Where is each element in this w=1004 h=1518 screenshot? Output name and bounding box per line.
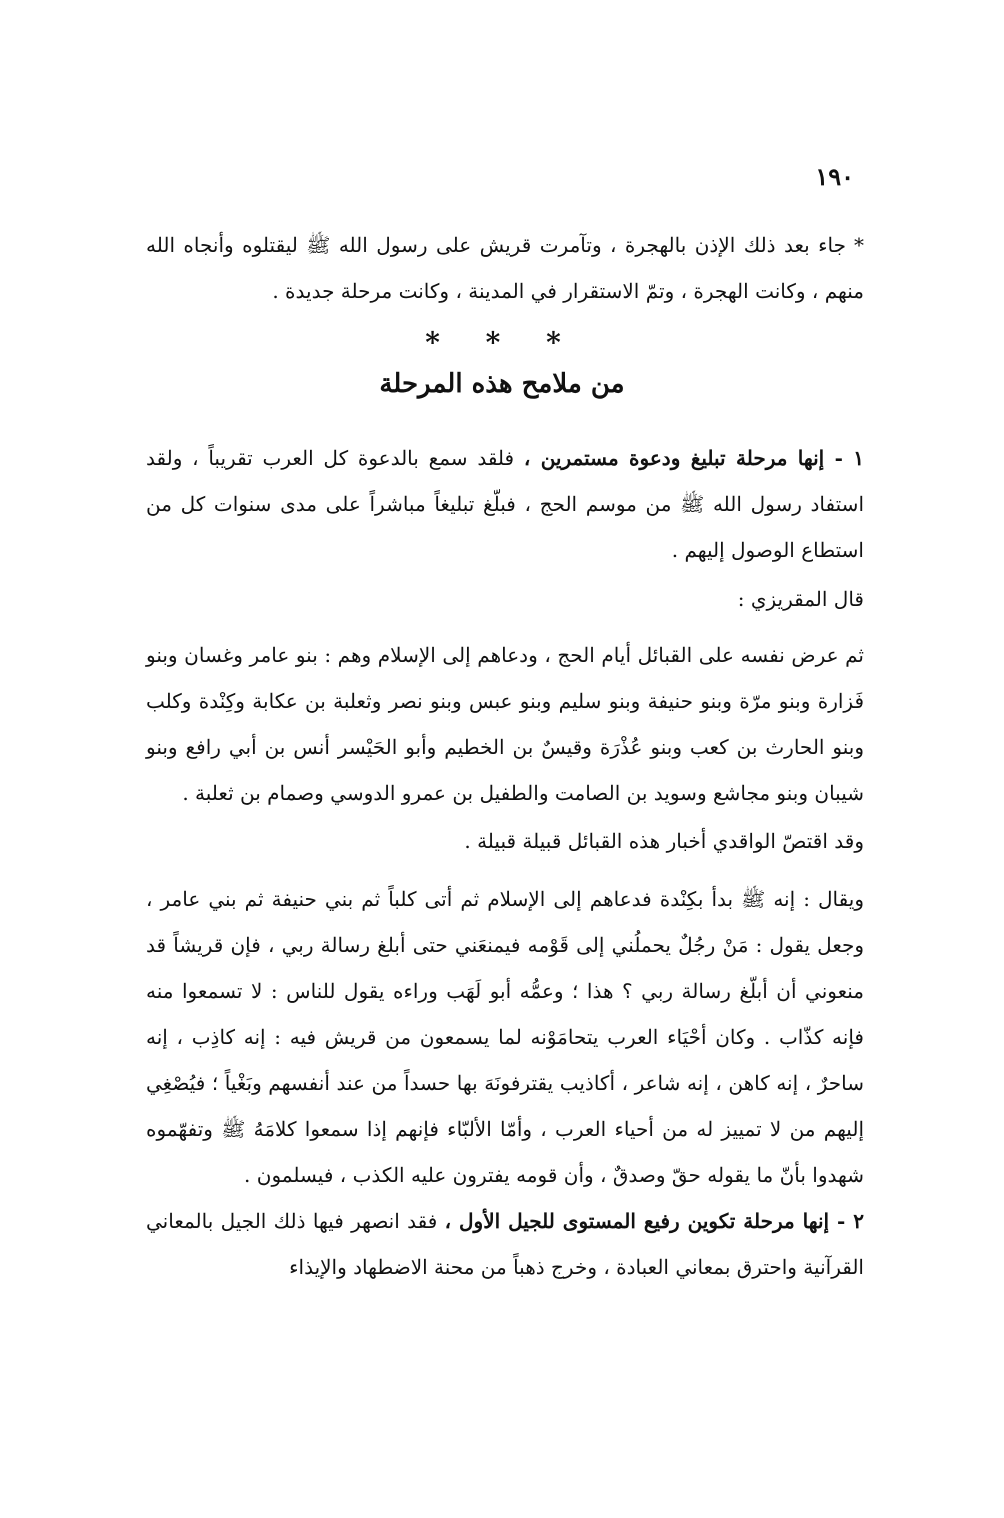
section-separator: * * * — [425, 326, 579, 359]
point-1-lead: ١ - إنها مرحلة تبليغ ودعوة مستمرين ، — [523, 446, 865, 470]
story-text: ويقال : إنه ﷺ بدأ بكِنْدة فدعاهم إلى الإسلام ثم أتى كلباً ثم بني حنيفة ثم بني عامر ، وجعل يقول : مَنْ رجُلٌ يحملُني إلى قَوْمه فيمنعَني حتى أبلغ رسالة ربي ، فإن قريشاً قد منعوني أن أبلّغ رسالة ربي ؟ هذا ؛ وعمُّه أبو لَهَب وراءه يقول للناس : لا تسمعوا منه فإنه كذّاب . وكان أحْيَاء العرب يتحامَوْنه لما يسمعون من قريش فيه : إنه كاذِب ، إنه ساحرٌ ، إنه كاهن ، إنه شاعر ، أكاذيب يقترفونَهَ بها حسداً من عند أنفسهم وبَغْياً ؛ فيُصْغِي إليهم من لا تمييز له من أحياء العرب ، وأمّا الألبّاء فإنهم إذا سمعوا كلامَهُ ﷺ وتفهّموه شهدوا بأنّ ما يقوله حقّ وصدقٌ ، وأن قومه يفترون عليه الكذب ، فيسلمون . — [146, 887, 864, 1187]
quote-text: ثم عرض نفسه على القبائل أيام الحج ، ودعاهم إلى الإسلام وهم : بنو عامر وغسان وبنو فَزارة وبنو مرّة وبنو حنيفة وبنو سليم وبنو عبس وبنو نصر وثعلبة بن عكابة وكِنْدة وكلب وبنو الحارث بن كعب وبنو عُذْرَة وقيسٌ بن الخطيم وأبو الحَيْسر أنس بن أبي رافع وبنو شيبان وبنو مجاشع وسويد بن الصامت والطفيل بن عمرو الدوسي وصمام بن ثعلبة . — [146, 643, 865, 805]
point-2-lead: ٢ - إنها مرحلة تكوين رفيع المستوى للجيل الأول ، — [444, 1209, 865, 1233]
quote-intro-text: قال المقريزي : — [737, 587, 864, 611]
waqidi-text: وقد اقتصّ الواقدي أخبار هذه القبائل قبيلة قبيلة . — [464, 829, 864, 853]
quote-intro-paragraph — [146, 576, 864, 622]
section-heading: من ملامح هذه المرحلة — [379, 369, 625, 399]
bullet-mark: * — [854, 233, 864, 257]
waqidi-paragraph — [146, 818, 864, 864]
intro-text: جاء بعد ذلك الإذن بالهجرة ، وتآمرت قريش على رسول الله ﷺ ليقتلوه وأنجاه الله منهم ، وكانت الهجرة ، وتمّ الاستقرار في المدينة ، وكانت مرحلة جديدة . — [146, 233, 864, 303]
intro-paragraph — [146, 222, 864, 314]
quote-paragraph — [146, 632, 864, 816]
page-number: ١٩٠ — [815, 162, 854, 191]
story-paragraph — [146, 876, 864, 1198]
point-2-paragraph — [146, 1198, 864, 1290]
point-1-text: فلقد سمع بالدعوة كل العرب تقريباً ، ولقد استفاد رسول الله ﷺ من موسم الحج ، فبلّغ تبليغاً مباشراً على مدى سنوات كل من استطاع الوصول إليهم . — [146, 446, 864, 562]
point-1-paragraph — [146, 435, 864, 573]
point-2-text: فقد انصهر فيها ذلك الجيل بالمعاني القرآنية واحترق بمعاني العبادة ، وخرج ذهباً من محنة الاضطهاد والإيذاء — [146, 1209, 864, 1279]
